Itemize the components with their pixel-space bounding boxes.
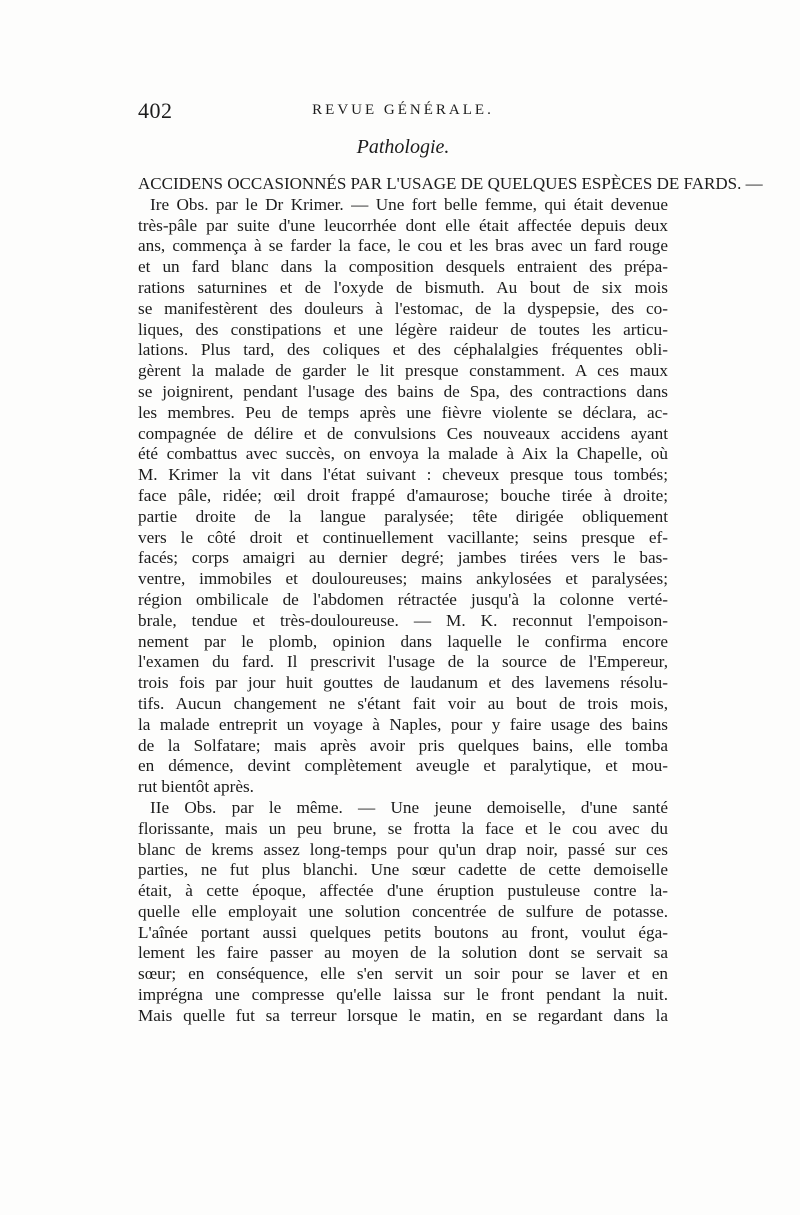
text-line: ACCIDENS OCCASIONNÉS PAR L'USAGE DE QUELQUES ESPÈCES DE FARDS. — xyxy=(138,174,763,193)
text-line: face pâle, ridée; œil droit frappé d'amaurose; bouche tirée à droite; xyxy=(138,485,668,505)
text-line: en démence, devint complètement aveugle et paralytique, et mou- xyxy=(138,756,668,776)
text-line: parties, ne fut plus blanchi. Une sœur cadette de cette demoiselle xyxy=(138,860,668,880)
text-line: partie droite de la langue paralysée; tête dirigée obliquement xyxy=(138,506,668,526)
text-line: brale, tendue et très-douloureuse. — M. K. reconnut l'empoison- xyxy=(138,610,668,630)
text-line: l'examen du fard. Il prescrivit l'usage de la source de l'Empereur, xyxy=(138,652,668,672)
page-header xyxy=(138,98,668,128)
text-line: rations saturnines et de l'oxyde de bismuth. Au bout de six mois xyxy=(138,277,668,297)
text-line: et un fard blanc dans la composition desquels entraient des prépa- xyxy=(138,257,668,277)
text-line: compagnée de délire et de convulsions Ces nouveaux accidens ayant xyxy=(138,423,668,443)
text-line: facés; corps amaigri au dernier degré; jambes tirées vers le bas- xyxy=(138,548,668,568)
text-line: la malade entreprit un voyage à Naples, pour y faire usage des bains xyxy=(138,714,668,734)
text-line: était, à cette époque, affectée d'une éruption pustuleuse contre la- xyxy=(138,881,668,901)
section-title: Pathologie. xyxy=(356,136,450,158)
text-line: lations. Plus tard, des coliques et des céphalalgies fréquentes obli- xyxy=(138,340,668,360)
text-line: lement les faire passer au moyen de la solution dont se servait sa xyxy=(138,943,668,963)
text-line: IIe Obs. par le même. — Une jeune demoiselle, d'une santé xyxy=(150,797,668,817)
text-line: quelle elle employait une solution concentrée de sulfure de potasse. xyxy=(138,901,668,921)
text-line: florissante, mais un peu brune, se frotta la face et le cou avec du xyxy=(138,818,668,838)
text-line: L'aînée portant aussi quelques petits boutons au front, voulut éga- xyxy=(138,922,668,942)
text-line: se joignirent, pendant l'usage des bains de Spa, des contractions dans xyxy=(138,381,668,401)
text-line: tifs. Aucun changement ne s'étant fait voir au bout de trois mois, xyxy=(138,693,668,713)
text-line: Ire Obs. par le Dr Krimer. — Une fort belle femme, qui était devenue xyxy=(150,194,668,214)
body-text xyxy=(138,174,763,1027)
text-line: gèrent la malade de garder le lit presque constamment. A ces maux xyxy=(138,361,668,381)
text-line: région ombilicale de l'abdomen rétractée jusqu'à la colonne verté- xyxy=(138,589,668,609)
text-line: se manifestèrent des douleurs à l'estomac, de la dyspepsie, des co- xyxy=(138,298,668,318)
text-line: les membres. Peu de temps après une fièvre violente se déclara, ac- xyxy=(138,402,668,422)
text-line: M. Krimer la vit dans l'état suivant : cheveux presque tous tombés; xyxy=(138,465,668,485)
text-line: sœur; en conséquence, elle s'en servit un soir pour se laver et en xyxy=(138,964,668,984)
text-line: été combattus avec succès, on envoya la malade à Aix la Chapelle, où xyxy=(138,444,668,464)
text-line: ans, commença à se farder la face, le cou et les bras avec un fard rouge xyxy=(138,236,668,256)
text-line: blanc de krems assez long-temps pour qu'un drap noir, passé sur ces xyxy=(138,839,668,859)
text-line: très-pâle par suite d'une leucorrhée dont elle était affectée depuis deux xyxy=(138,215,668,235)
page-number: 402 xyxy=(138,98,173,123)
text-line: Mais quelle fut sa terreur lorsque le matin, en se regardant dans la xyxy=(138,1005,668,1025)
text-line: nement par le plomb, opinion dans laquelle le confirma encore xyxy=(138,631,668,651)
text-line: imprégna une compresse qu'elle laissa sur le front pendant la nuit. xyxy=(138,985,668,1005)
text-line: rut bientôt après. xyxy=(138,777,254,797)
text-line: vers le côté droit et continuellement vacillante; seins presque ef- xyxy=(138,527,668,547)
text-line: de la Solfatare; mais après avoir pris quelques bains, elle tomba xyxy=(138,735,668,755)
text-line: liques, des constipations et une légère raideur de toutes les articu- xyxy=(138,319,668,339)
text-line: trois fois par jour huit gouttes de laudanum et des lavemens résolu- xyxy=(138,673,668,693)
text-line: ventre, immobiles et douloureuses; mains ankylosées et paralysées; xyxy=(138,569,668,589)
running-title: REVUE GÉNÉRALE. xyxy=(312,102,494,118)
